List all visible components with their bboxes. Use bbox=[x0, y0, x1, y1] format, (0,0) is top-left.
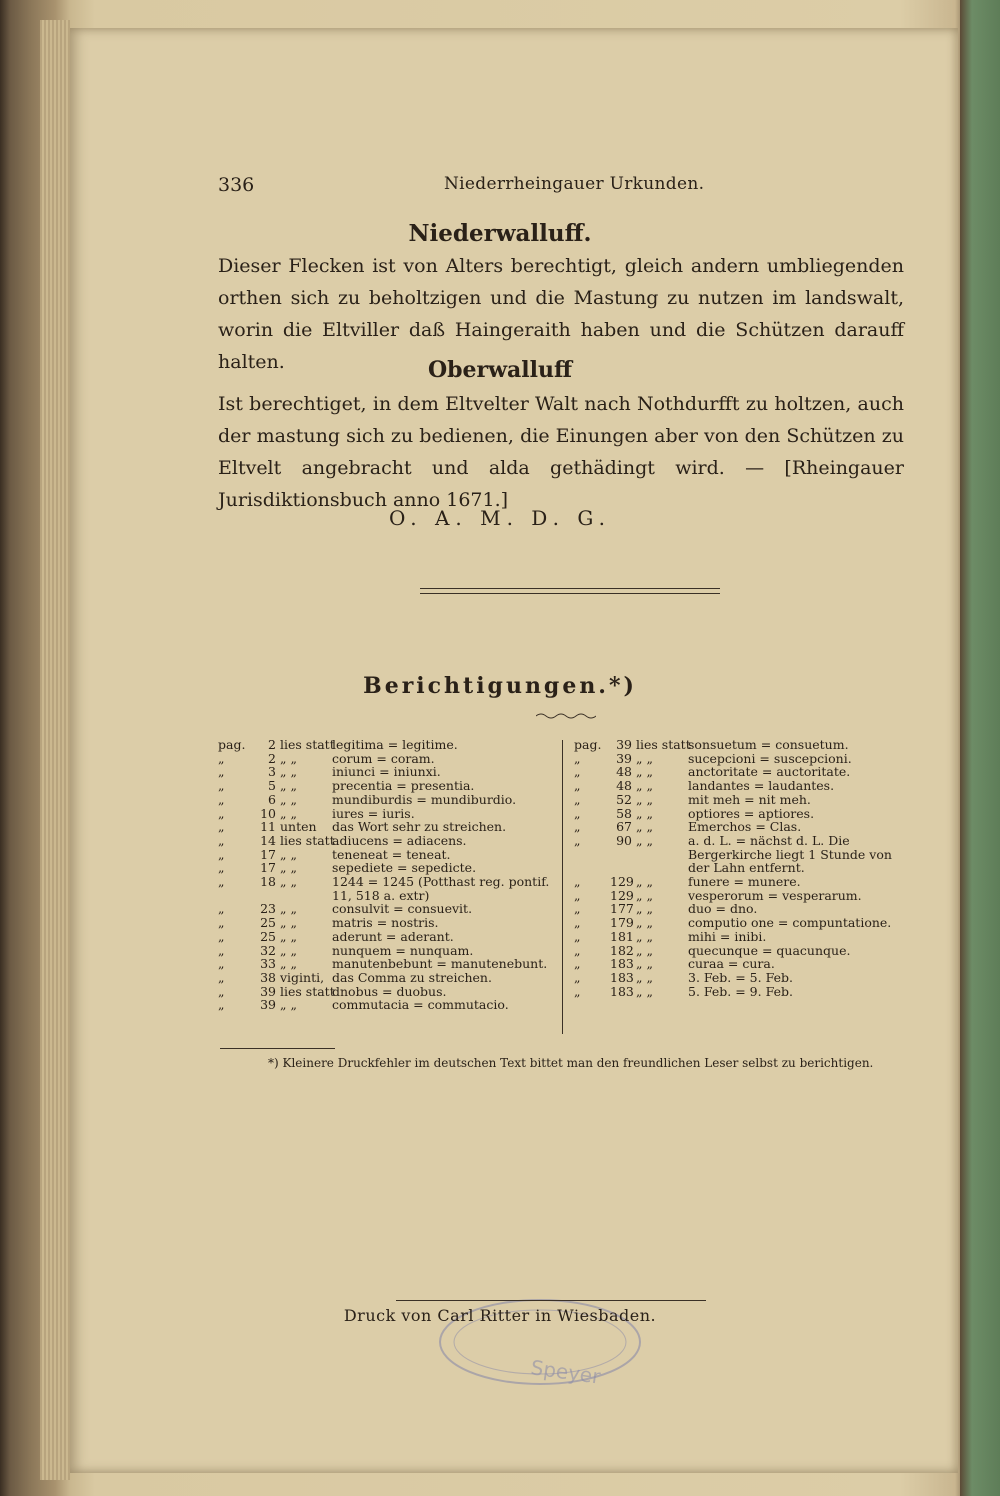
errata-cell-d: mit meh = nit meh. bbox=[688, 791, 811, 807]
column-divider bbox=[562, 740, 563, 1034]
errata-row bbox=[218, 998, 558, 1012]
errata-cell-d: consulvit = consuevit. bbox=[332, 901, 473, 917]
errata-cell-b: 32 bbox=[260, 942, 276, 958]
errata-row bbox=[574, 820, 906, 834]
errata-title: Berichtigungen.*) bbox=[363, 673, 637, 699]
errata-row bbox=[574, 916, 906, 930]
errata-cell-d: legitima = legitime. bbox=[332, 737, 458, 752]
errata-cell-b: 39 bbox=[260, 997, 276, 1013]
errata-cell-a: „ bbox=[218, 764, 225, 780]
errata-row bbox=[574, 738, 906, 752]
errata-cell-a: „ bbox=[218, 846, 225, 862]
errata-cell-c: „ „ bbox=[636, 983, 653, 999]
errata-cell-b: 129 bbox=[610, 887, 634, 903]
errata-cell-c: „ „ bbox=[280, 805, 297, 821]
footnote-rule bbox=[220, 1048, 335, 1049]
errata-row bbox=[574, 807, 906, 821]
errata-cell-c: „ „ bbox=[636, 942, 653, 958]
errata-row bbox=[218, 902, 558, 916]
errata-row bbox=[218, 971, 558, 985]
errata-row bbox=[574, 834, 906, 875]
errata-cell-a: „ bbox=[218, 750, 225, 766]
errata-cell-d: dnobus = duobus. bbox=[332, 983, 447, 999]
errata-cell-b: 39 bbox=[616, 750, 632, 766]
errata-cell-b: 33 bbox=[260, 956, 276, 972]
errata-row bbox=[574, 957, 906, 971]
errata-cell-b: 177 bbox=[610, 901, 634, 917]
errata-cell-a: „ bbox=[218, 942, 225, 958]
errata-cell-c: „ „ bbox=[636, 887, 653, 903]
errata-row bbox=[218, 875, 558, 902]
errata-cell-a: „ bbox=[218, 956, 225, 972]
errata-row bbox=[218, 848, 558, 862]
errata-row bbox=[218, 752, 558, 766]
closing-signature: O. A. M. D. G. bbox=[389, 506, 611, 530]
errata-cell-b: 10 bbox=[260, 805, 276, 821]
section-title-oberwalluff: Oberwalluff bbox=[427, 357, 573, 383]
errata-cell-c: „ „ bbox=[280, 846, 297, 862]
errata-cell-b: 39 bbox=[616, 737, 632, 752]
errata-column-right bbox=[574, 738, 906, 998]
errata-row bbox=[574, 875, 906, 889]
errata-cell-d: iures = iuris. bbox=[332, 805, 415, 821]
errata-cell-a: „ bbox=[574, 764, 581, 780]
stamp-text: Speyer bbox=[529, 1355, 603, 1389]
errata-cell-a: „ bbox=[574, 901, 581, 917]
errata-cell-b: 90 bbox=[616, 832, 632, 848]
errata-cell-d: computio one = compuntatione. bbox=[688, 915, 892, 931]
errata-cell-a: „ bbox=[574, 969, 581, 985]
errata-row bbox=[574, 889, 906, 903]
errata-cell-d: sucepcioni = suscepcioni. bbox=[688, 750, 852, 766]
errata-cell-b: 3 bbox=[268, 764, 276, 780]
errata-cell-a: „ bbox=[574, 874, 581, 890]
errata-cell-d: sepediete = sepedicte. bbox=[332, 860, 477, 876]
errata-row bbox=[218, 793, 558, 807]
errata-cell-c: „ „ bbox=[280, 901, 297, 917]
errata-cell-b: 181 bbox=[610, 928, 634, 944]
errata-cell-a: „ bbox=[218, 997, 225, 1013]
errata-cell-c: „ „ bbox=[636, 915, 653, 931]
errata-cell-a: „ bbox=[574, 791, 581, 807]
errata-cell-a: „ bbox=[218, 832, 225, 848]
errata-cell-d: corum = coram. bbox=[332, 750, 435, 766]
errata-cell-b: 39 bbox=[260, 983, 276, 999]
errata-cell-d: mihi = inibi. bbox=[688, 928, 767, 944]
errata-cell-c: „ „ bbox=[280, 764, 297, 780]
errata-cell-a: pag. bbox=[574, 737, 602, 752]
errata-cell-d: commutacia = commutacio. bbox=[332, 997, 509, 1013]
errata-cell-a: „ bbox=[574, 778, 581, 794]
errata-cell-a: „ bbox=[218, 915, 225, 931]
errata-cell-d: matris = nostris. bbox=[332, 915, 439, 931]
errata-cell-c: „ „ bbox=[636, 874, 653, 890]
errata-cell-b: 48 bbox=[616, 764, 632, 780]
errata-cell-a: „ bbox=[218, 928, 225, 944]
printer-rule bbox=[396, 1300, 706, 1301]
errata-cell-a: „ bbox=[574, 819, 581, 835]
errata-cell-b: 14 bbox=[260, 832, 276, 848]
errata-cell-c: viginti, bbox=[280, 969, 325, 985]
errata-row bbox=[218, 834, 558, 848]
errata-cell-a: „ bbox=[218, 901, 225, 917]
errata-row bbox=[218, 807, 558, 821]
errata-row bbox=[574, 930, 906, 944]
section-title-niederwalluff: Niederwalluff. bbox=[408, 220, 592, 247]
errata-column-left bbox=[218, 738, 558, 1012]
errata-cell-b: 183 bbox=[610, 969, 634, 985]
errata-row bbox=[574, 765, 906, 779]
errata-cell-d: Emerchos = Clas. bbox=[688, 819, 802, 835]
errata-cell-c: „ „ bbox=[280, 915, 297, 931]
ornament-squiggle bbox=[536, 712, 596, 720]
errata-cell-b: 67 bbox=[616, 819, 632, 835]
errata-cell-b: 179 bbox=[610, 915, 634, 931]
errata-cell-c: „ „ bbox=[280, 750, 297, 766]
errata-row bbox=[574, 793, 906, 807]
errata-row bbox=[574, 985, 906, 999]
errata-cell-d: das Comma zu streichen. bbox=[332, 969, 492, 985]
errata-row bbox=[574, 752, 906, 766]
errata-cell-b: 52 bbox=[616, 791, 632, 807]
errata-cell-c: lies statt bbox=[636, 737, 691, 752]
errata-cell-b: 2 bbox=[268, 750, 276, 766]
errata-cell-b: 18 bbox=[260, 874, 276, 890]
errata-cell-a: „ bbox=[574, 915, 581, 931]
errata-cell-a: „ bbox=[218, 805, 225, 821]
errata-cell-a: pag. bbox=[218, 737, 246, 752]
printer-imprint: Druck von Carl Ritter in Wiesbaden. bbox=[343, 1306, 657, 1325]
errata-cell-d: funere = munere. bbox=[688, 874, 801, 890]
errata-row bbox=[218, 944, 558, 958]
errata-cell-b: 25 bbox=[260, 915, 276, 931]
errata-cell-c: „ „ bbox=[636, 928, 653, 944]
section-text-oberwalluff: Ist berechtiget, in dem Eltvelter Walt nach Nothdurfft zu holtzen, auch der mastung sich zu bedienen, die Einungen aber von den Schützen zu Eltvelt angebracht und alda gethädingt wird. — [Rheingauer Jurisdiktionsbuch anno 1671.] bbox=[218, 393, 904, 511]
errata-row bbox=[574, 971, 906, 985]
errata-cell-c: „ „ bbox=[636, 791, 653, 807]
errata-row bbox=[218, 765, 558, 779]
errata-cell-a: „ bbox=[574, 805, 581, 821]
errata-cell-b: 48 bbox=[616, 778, 632, 794]
errata-cell-d: optiores = aptiores. bbox=[688, 805, 815, 821]
errata-cell-d: landantes = laudantes. bbox=[688, 778, 835, 794]
errata-cell-c: lies statt bbox=[280, 737, 335, 752]
errata-cell-d: a. d. L. = nächst d. L. Die Bergerkirche liegt 1 Stunde von der Lahn entfernt. bbox=[688, 832, 892, 876]
errata-row bbox=[574, 944, 906, 958]
errata-cell-d: precentia = presentia. bbox=[332, 778, 475, 794]
errata-cell-b: 58 bbox=[616, 805, 632, 821]
errata-cell-b: 38 bbox=[260, 969, 276, 985]
errata-cell-b: 25 bbox=[260, 928, 276, 944]
errata-row bbox=[574, 779, 906, 793]
errata-cell-d: teneneat = teneat. bbox=[332, 846, 451, 862]
library-stamp bbox=[420, 1262, 650, 1402]
errata-row bbox=[218, 916, 558, 930]
errata-cell-d: adiucens = adiacens. bbox=[332, 832, 467, 848]
page-number: 336 bbox=[218, 174, 255, 196]
errata-cell-d: das Wort sehr zu streichen. bbox=[332, 819, 507, 835]
errata-cell-c: „ „ bbox=[280, 860, 297, 876]
errata-cell-a: „ bbox=[574, 887, 581, 903]
errata-row bbox=[218, 738, 558, 752]
errata-cell-a: „ bbox=[218, 983, 225, 999]
errata-cell-d: mundiburdis = mundiburdio. bbox=[332, 791, 517, 807]
errata-cell-c: „ „ bbox=[636, 969, 653, 985]
errata-cell-d: anctoritate = auctoritate. bbox=[688, 764, 851, 780]
errata-cell-d: quecunque = quacunque. bbox=[688, 942, 851, 958]
errata-cell-a: „ bbox=[574, 983, 581, 999]
errata-cell-b: 17 bbox=[260, 860, 276, 876]
errata-cell-a: „ bbox=[574, 956, 581, 972]
errata-cell-d: vesperorum = vesperarum. bbox=[688, 887, 862, 903]
errata-cell-d: sonsuetum = consuetum. bbox=[688, 737, 849, 752]
errata-cell-a: „ bbox=[218, 860, 225, 876]
errata-cell-a: „ bbox=[218, 819, 225, 835]
errata-cell-d: nunquem = nunquam. bbox=[332, 942, 474, 958]
errata-cell-d: iniunci = iniunxi. bbox=[332, 764, 441, 780]
errata-cell-d: 5. Feb. = 9. Feb. bbox=[688, 983, 793, 999]
errata-row bbox=[218, 779, 558, 793]
errata-cell-d: aderunt = aderant. bbox=[332, 928, 454, 944]
errata-cell-c: „ „ bbox=[636, 956, 653, 972]
running-title: Niederrheingauer Urkunden. bbox=[444, 174, 705, 194]
errata-cell-c: „ „ bbox=[636, 778, 653, 794]
errata-cell-b: 129 bbox=[610, 874, 634, 890]
errata-cell-b: 23 bbox=[260, 901, 276, 917]
errata-cell-b: 183 bbox=[610, 956, 634, 972]
errata-row bbox=[218, 861, 558, 875]
errata-cell-c: lies statt bbox=[280, 983, 335, 999]
errata-cell-a: „ bbox=[574, 928, 581, 944]
errata-cell-a: „ bbox=[218, 874, 225, 890]
errata-cell-b: 5 bbox=[268, 778, 276, 794]
errata-cell-c: „ „ bbox=[280, 956, 297, 972]
errata-cell-c: „ „ bbox=[280, 928, 297, 944]
errata-row bbox=[218, 820, 558, 834]
footnote: *) Kleinere Druckfehler im deutschen Text bittet man den freundlichen Leser selbst zu berichtigen. bbox=[268, 1056, 874, 1070]
errata-cell-d: 1244 = 1245 (Potthast reg. pontif. 11, 518 a. extr) bbox=[332, 874, 550, 903]
errata-cell-a: „ bbox=[574, 942, 581, 958]
errata-cell-b: 182 bbox=[610, 942, 634, 958]
divider-rule bbox=[420, 588, 720, 589]
errata-cell-c: „ „ bbox=[280, 874, 297, 890]
errata-cell-c: „ „ bbox=[636, 819, 653, 835]
errata-row bbox=[218, 957, 558, 971]
errata-cell-c: „ „ bbox=[280, 997, 297, 1013]
errata-cell-b: 11 bbox=[260, 819, 276, 835]
errata-cell-a: „ bbox=[218, 969, 225, 985]
errata-cell-b: 6 bbox=[268, 791, 276, 807]
divider-rule bbox=[420, 593, 720, 594]
errata-cell-c: „ „ bbox=[636, 764, 653, 780]
errata-row bbox=[218, 985, 558, 999]
errata-cell-a: „ bbox=[218, 778, 225, 794]
errata-cell-b: 183 bbox=[610, 983, 634, 999]
errata-cell-c: „ „ bbox=[636, 750, 653, 766]
errata-cell-c: „ „ bbox=[280, 778, 297, 794]
errata-cell-a: „ bbox=[574, 832, 581, 848]
errata-cell-a: „ bbox=[574, 750, 581, 766]
errata-cell-c: „ „ bbox=[636, 901, 653, 917]
errata-row bbox=[574, 902, 906, 916]
errata-cell-b: 17 bbox=[260, 846, 276, 862]
errata-cell-c: „ „ bbox=[280, 791, 297, 807]
errata-row bbox=[218, 930, 558, 944]
errata-cell-d: manutenbebunt = manutenebunt. bbox=[332, 956, 548, 972]
errata-cell-c: unten bbox=[280, 819, 317, 835]
errata-cell-c: lies statt bbox=[280, 832, 335, 848]
errata-cell-d: 3. Feb. = 5. Feb. bbox=[688, 969, 793, 985]
errata-cell-c: „ „ bbox=[636, 805, 653, 821]
section-text-niederwalluff: Dieser Flecken ist von Alters berechtigt, gleich andern umbliegenden orthen sich zu beholtzigen und die Mastung zu nutzen im landswalt, worin die Eltviller daß Haingeraith haben und die Schützen darauff halten. bbox=[218, 255, 904, 373]
errata-cell-b: 2 bbox=[268, 737, 276, 752]
errata-cell-d: curaa = cura. bbox=[688, 956, 775, 972]
errata-cell-a: „ bbox=[218, 791, 225, 807]
errata-cell-c: „ „ bbox=[280, 942, 297, 958]
errata-cell-c: „ „ bbox=[636, 832, 653, 848]
errata-cell-d: duo = dno. bbox=[688, 901, 758, 917]
